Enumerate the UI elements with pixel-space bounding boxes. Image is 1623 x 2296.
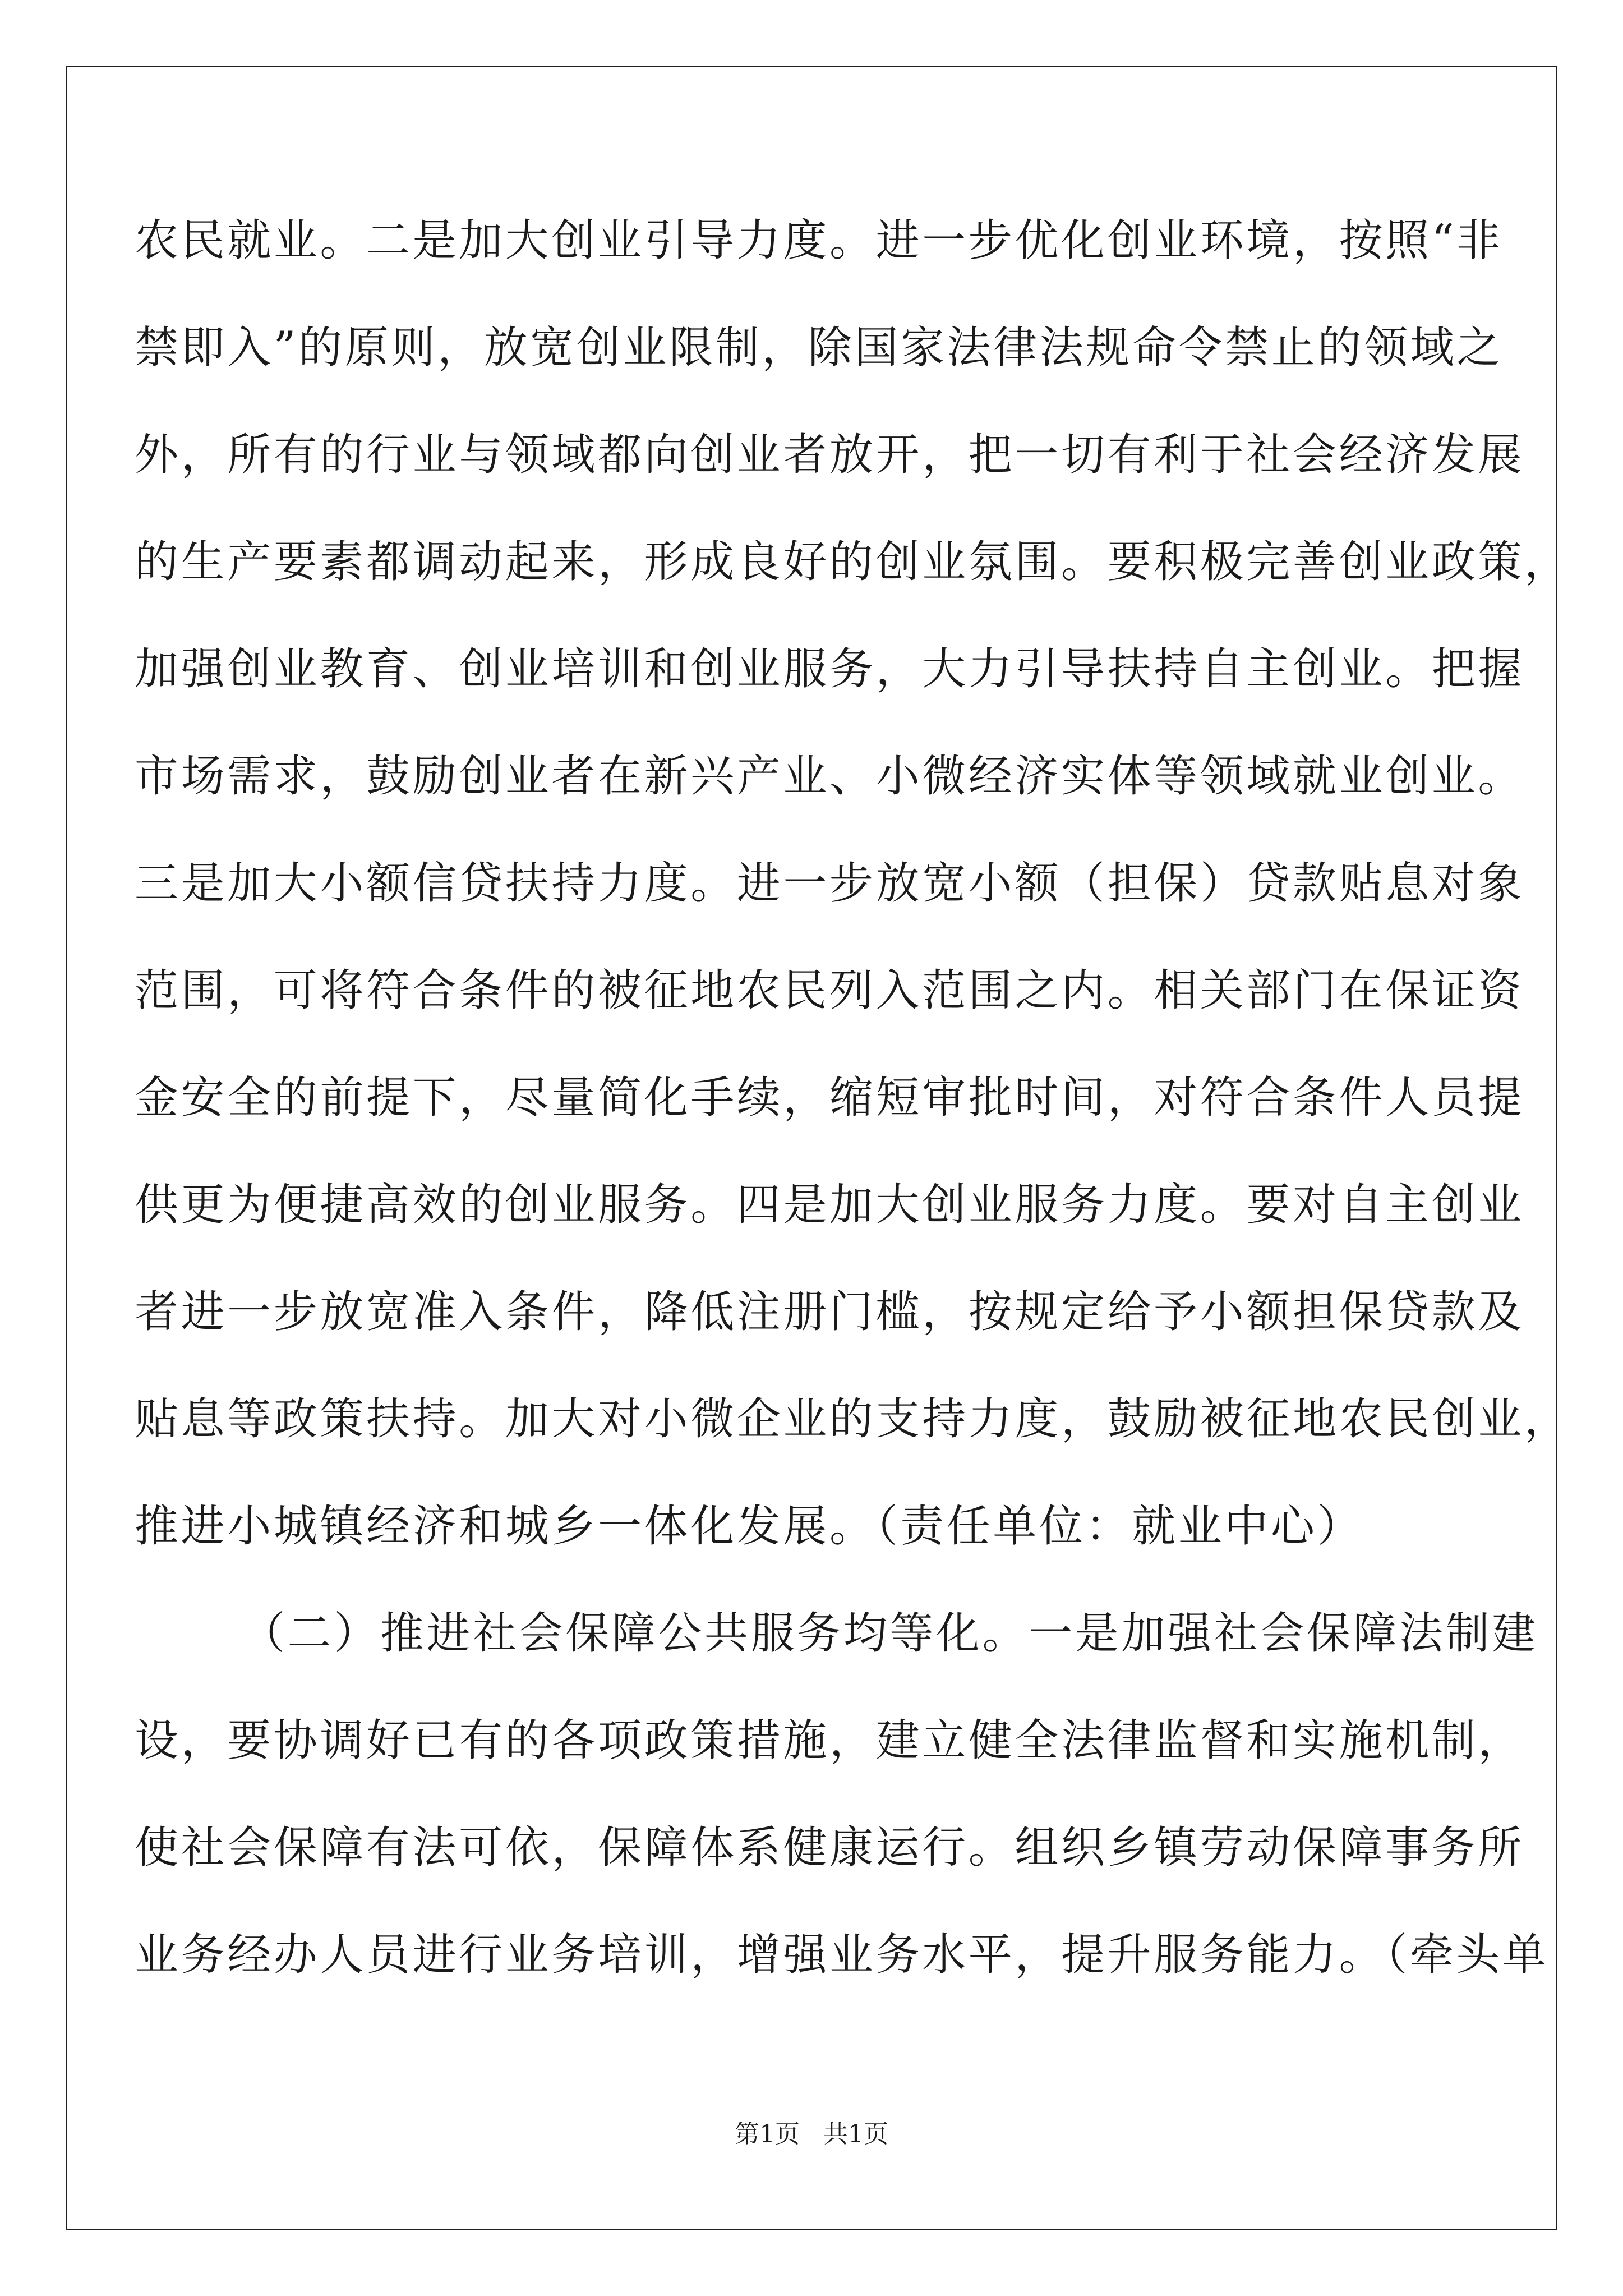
text-line: 外，所有的行业与领域都向创业者放开，把一切有利于社会经济发展 [135, 430, 1525, 480]
text-line: 金安全的前提下，尽量简化手续，缩短审批时间，对符合条件人员提 [135, 1073, 1525, 1123]
text-line: 农民就业。二是加大创业引导力度。进一步优化创业环境，按照“非 [135, 215, 1503, 266]
text-line: 者进一步放宽准入条件，降低注册门槛，按规定给予小额担保贷款及 [135, 1287, 1525, 1337]
text-line: 贴息等政策扶持。加大对小微企业的支持力度，鼓励被征地农民创业， [135, 1394, 1571, 1444]
page-border [66, 66, 1557, 2230]
paragraph-heading-line: （二）推进社会保障公共服务均等化。一是加强社会保障法制建 [241, 1608, 1538, 1659]
text-line: 业务经办人员进行业务培训，增强业务水平，提升服务能力。（牵头单 [135, 1930, 1549, 1980]
text-line: 禁即入”的原则，放宽创业限制，除国家法律法规命令禁止的领域之 [135, 323, 1503, 373]
text-line: 使社会保障有法可依，保障体系健康运行。组织乡镇劳动保障事务所 [135, 1823, 1525, 1873]
text-line: 供更为便捷高效的创业服务。四是加大创业服务力度。要对自主创业 [135, 1180, 1525, 1230]
text-line: 推进小城镇经济和城乡一体化发展。（责任单位：就业中心） [135, 1501, 1364, 1552]
text-line: 市场需求，鼓励创业者在新兴产业、小微经济实体等领域就业创业。 [135, 751, 1525, 802]
text-line: 三是加大小额信贷扶持力度。进一步放宽小额（担保）贷款贴息对象 [135, 858, 1525, 909]
text-line: 设，要协调好已有的各项政策措施，建立健全法律监督和实施机制， [135, 1715, 1525, 1766]
text-line: 的生产要素都调动起来，形成良好的创业氛围。要积极完善创业政策， [135, 537, 1571, 587]
text-line: 加强创业教育、创业培训和创业服务，大力引导扶持自主创业。把握 [135, 644, 1525, 694]
text-line: 范围，可将符合条件的被征地农民列入范围之内。相关部门在保证资 [135, 965, 1525, 1016]
page-number-footer: 第1页 共1页 [735, 2120, 888, 2148]
